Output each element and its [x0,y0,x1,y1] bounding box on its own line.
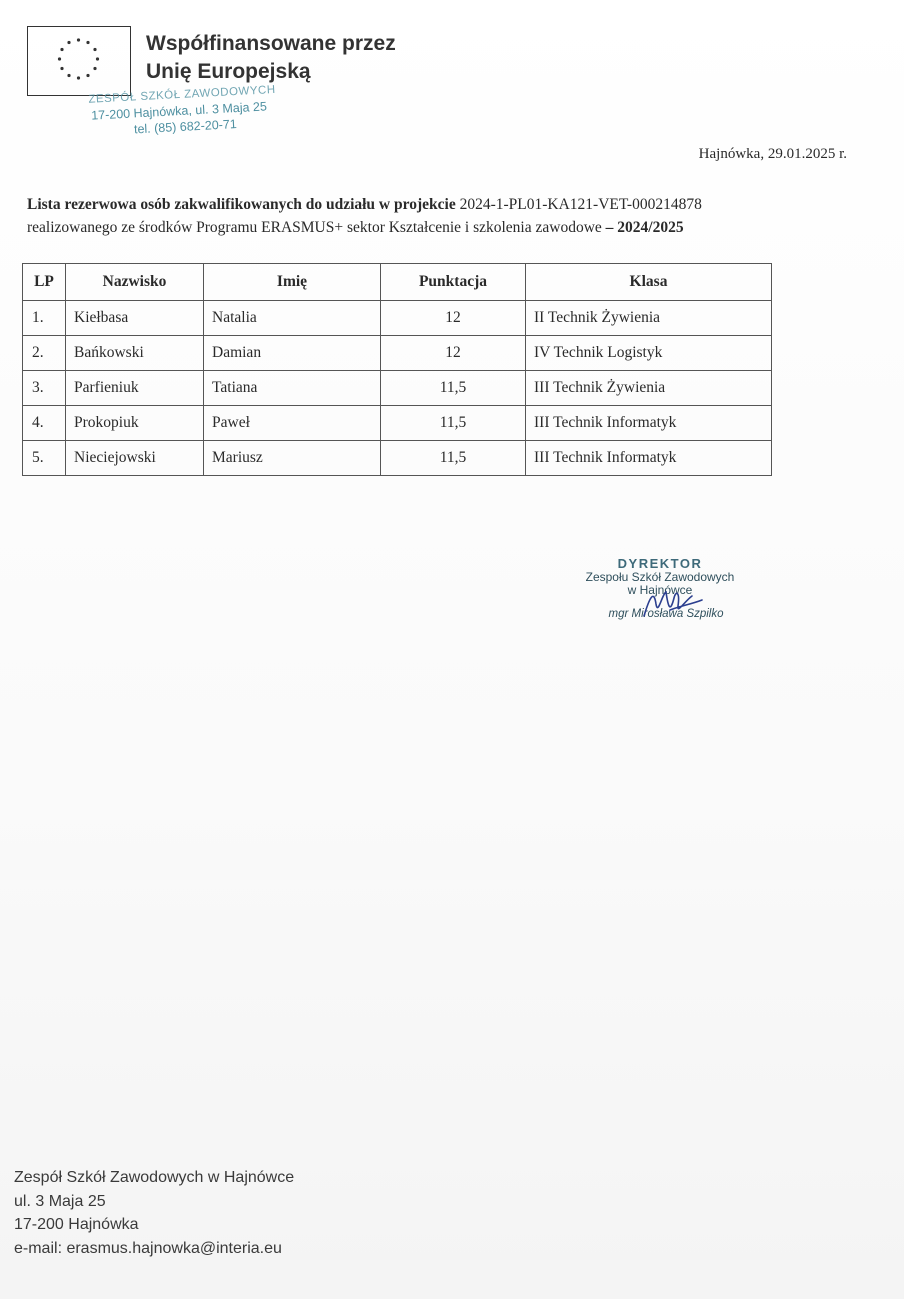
table-row [23,371,772,406]
intro-year: – 2024/2025 [601,219,684,236]
director-school: Zespołu Szkół Zawodowych [585,570,735,584]
cell-klasa: II Technik Żywienia [526,301,772,336]
intro-line-2 [27,216,867,239]
reserve-list-table [22,263,772,476]
cell-punktacja: 11,5 [381,441,526,476]
footer-line-2: ul. 3 Maja 25 [14,1192,106,1210]
header-klasa: Klasa [526,264,772,301]
table-row [23,441,772,476]
director-town: w Hajnówce [627,583,693,597]
handwritten-signature [640,586,710,626]
eu-line-2: Unię Europejską [146,60,311,83]
cell-imie: Tatiana [204,371,381,406]
table-row [23,336,772,371]
footer-email: e-mail: erasmus.hajnowka@interia.eu [14,1239,282,1257]
cell-punktacja: 11,5 [381,371,526,406]
document-date: Hajnówka, 29.01.2025 r. [698,146,847,162]
intro-program: realizowanego ze środków Programu ERASMUS+ sektor Kształcenie i szkolenia zawodowe [27,219,602,236]
cell-nazwisko: Bańkowski [66,336,204,371]
cell-lp: 1. [23,301,66,336]
table-row [23,301,772,336]
cell-imie: Natalia [204,301,381,336]
eu-flag-icon [27,26,131,96]
intro-title: Lista rezerwowa osób zakwalifikowanych do udziału w projekcie [27,196,456,213]
cell-klasa: IV Technik Logistyk [526,336,772,371]
cell-nazwisko: Kiełbasa [66,301,204,336]
cell-nazwisko: Parfieniuk [66,371,204,406]
footer-line-1: Zespół Szkół Zawodowych w Hajnówce [14,1169,295,1186]
cell-lp: 2. [23,336,66,371]
cell-lp: 5. [23,441,66,476]
cell-lp: 4. [23,406,66,441]
intro-line-1 [27,193,867,216]
cell-klasa: III Technik Informatyk [526,406,772,441]
cell-punktacja: 11,5 [381,406,526,441]
table-row [23,406,772,441]
eu-line-1: Współfinansowane przez [146,32,396,55]
director-name: mgr Mirosława Szpilko [608,608,724,620]
cell-nazwisko: Nieciejowski [66,441,204,476]
cell-punktacja: 12 [381,336,526,371]
footer-line-3: 17-200 Hajnówka [14,1216,139,1233]
cell-klasa: III Technik Informatyk [526,441,772,476]
stamp-line-3: tel. (85) 682-20-71 [133,117,238,137]
cell-imie: Damian [204,336,381,371]
director-title: DYREKTOR [617,556,703,571]
header-nazwisko: Nazwisko [66,264,204,301]
cell-nazwisko: Prokopiuk [66,406,204,441]
cell-imie: Mariusz [204,441,381,476]
cell-klasa: III Technik Żywienia [526,371,772,406]
reserve-list-table-wrap [22,263,772,476]
cell-punktacja: 12 [381,301,526,336]
cell-imie: Paweł [204,406,381,441]
cell-lp: 3. [23,371,66,406]
eu-cofinancing-label [146,30,396,86]
project-code: 2024-1-PL01-KA121-VET-000214878 [455,196,702,213]
header-imie: Imię [204,264,381,301]
stamp-line-1: ZESPÓŁ SZKÓŁ ZAWODOWYCH [88,83,276,106]
stamp-line-2: 17-200 Hajnówka, ul. 3 Maja 25 [90,99,268,123]
table-header-row [23,264,772,301]
document-intro [27,193,867,239]
header-lp: LP [23,264,66,301]
header-punktacja: Punktacja [381,264,526,301]
footer-address [14,1166,294,1260]
